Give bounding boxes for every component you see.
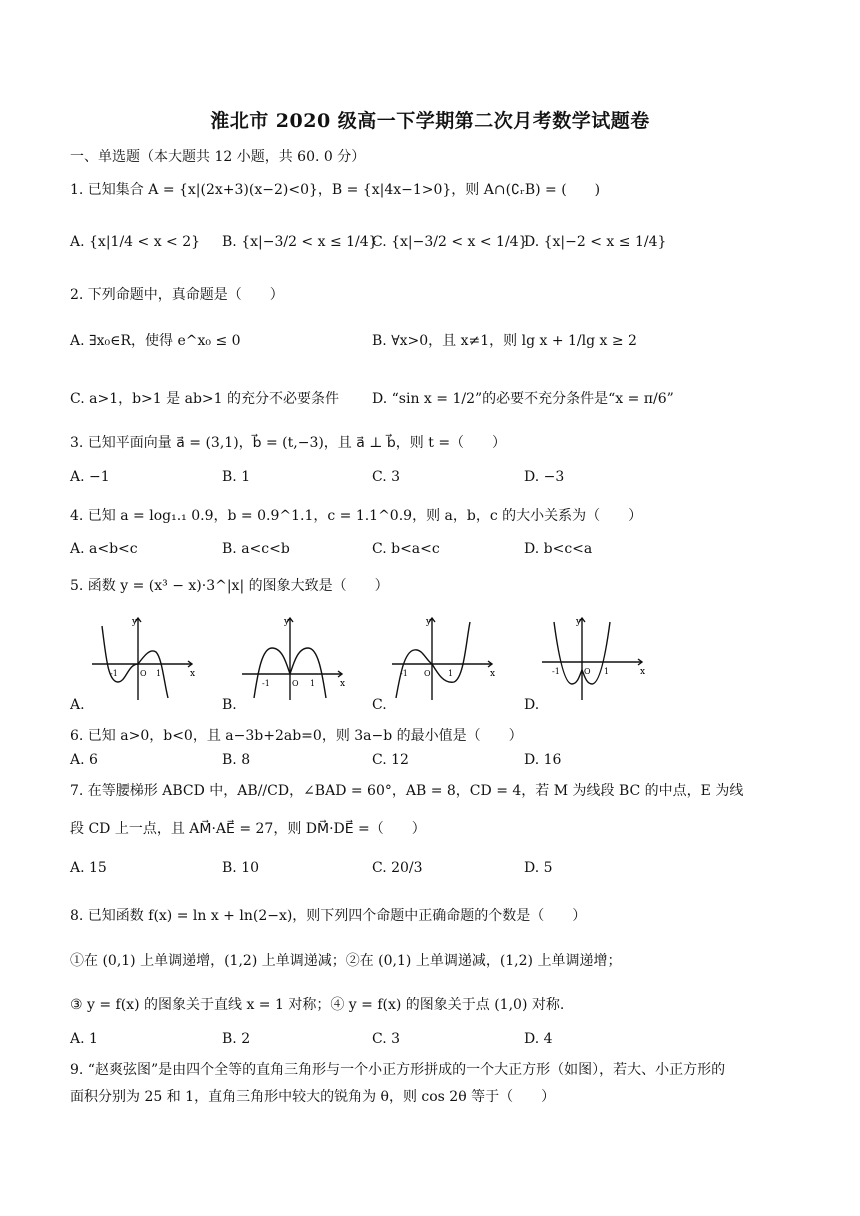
svg-text:-1: -1	[400, 669, 408, 678]
question-3-stem: 3. 已知平面向量 a⃗ = (3,1)，b⃗ = (t,−3)，且 a⃗ ⊥ b⃗，则 t =（ ）	[70, 435, 507, 451]
svg-text:O: O	[584, 667, 591, 676]
question-5-graph-d	[538, 612, 650, 704]
question-2-option-d: D. “sin x = 1/2”的必要不充分条件是“x = π/6”	[372, 391, 674, 407]
question-2-option-c: C. a>1，b>1 是 ab>1 的充分不必要条件	[70, 391, 339, 407]
svg-text:1: 1	[310, 679, 316, 688]
question-9-stem-line-2: 面积分别为 25 和 1，直角三角形中较大的锐角为 θ，则 cos 2θ 等于（ ）	[70, 1089, 556, 1105]
question-6-option-a: A. 6	[70, 752, 98, 768]
question-2-option-b: B. ∀x>0，且 x≠1，则 lg x + 1/lg x ≥ 2	[372, 333, 637, 349]
question-4-option-c: C. b<a<c	[372, 541, 440, 557]
svg-text:1: 1	[448, 669, 454, 678]
question-6-stem: 6. 已知 a>0，b<0，且 a−3b+2ab=0，则 3a−b 的最小值是（ ）	[70, 728, 523, 744]
question-7-option-c: C. 20/3	[372, 860, 423, 876]
svg-text:x: x	[640, 667, 646, 677]
question-3-option-b: B. 1	[222, 469, 251, 485]
question-8-statements-line-2: ③ y = f(x) 的图象关于直线 x = 1 对称；④ y = f(x) 的图象关于点 (1,0) 对称.	[70, 997, 565, 1013]
question-4-option-b: B. a<c<b	[222, 541, 290, 557]
question-5-option-c: C.	[372, 697, 387, 713]
question-6-option-d: D. 16	[524, 752, 562, 768]
svg-text:x: x	[340, 679, 346, 689]
question-2-option-a: A. ∃x₀∈R，使得 e^x₀ ≤ 0	[70, 333, 241, 349]
question-5-graph-b	[238, 612, 350, 704]
svg-text:y: y	[132, 617, 138, 627]
question-5-option-d: D.	[524, 697, 540, 713]
question-5-graph-c	[388, 612, 500, 704]
question-4-option-d: D. b<c<a	[524, 541, 593, 557]
question-2-stem: 2. 下列命题中，真命题是（ ）	[70, 287, 284, 303]
svg-text:O: O	[140, 669, 147, 678]
svg-text:y: y	[426, 617, 432, 627]
question-5-option-a: A.	[70, 697, 85, 713]
question-5-stem: 5. 函数 y = (x³ − x)·3^|x| 的图象大致是（ ）	[70, 578, 389, 594]
question-7-stem-line-2: 段 CD 上一点，且 AM⃗·AE⃗ = 27，则 DM⃗·DE⃗ =（ ）	[70, 821, 426, 837]
question-8-option-b: B. 2	[222, 1031, 251, 1047]
question-7-option-d: D. 5	[524, 860, 553, 876]
svg-text:1: 1	[604, 667, 610, 676]
svg-text:x: x	[190, 669, 196, 679]
question-8-stem: 8. 已知函数 f(x) = ln x + ln(2−x)，则下列四个命题中正确命题的个数是（ ）	[70, 908, 587, 924]
svg-text:1: 1	[156, 669, 162, 678]
question-8-option-d: D. 4	[524, 1031, 553, 1047]
svg-text:y: y	[284, 617, 290, 627]
question-5-graph-a	[88, 612, 200, 704]
svg-text:O: O	[424, 669, 431, 678]
svg-text:y: y	[576, 617, 582, 627]
question-7-stem-line-1: 7. 在等腰梯形 ABCD 中，AB//CD，∠BAD = 60°，AB = 8，CD = 4，若 M 为线段 BC 的中点，E 为线	[70, 783, 744, 799]
question-6-option-c: C. 12	[372, 752, 409, 768]
svg-text:x: x	[490, 669, 496, 679]
svg-text:-1: -1	[552, 667, 560, 676]
question-6-option-b: B. 8	[222, 752, 251, 768]
question-8-option-c: C. 3	[372, 1031, 401, 1047]
question-1-option-d: D. {x|−2 < x ≤ 1/4}	[524, 234, 667, 250]
question-8-option-a: A. 1	[70, 1031, 98, 1047]
svg-text:-1: -1	[110, 669, 118, 678]
question-7-option-b: B. 10	[222, 860, 260, 876]
question-9-stem-line-1: 9. “赵爽弦图”是由四个全等的直角三角形与一个小正方形拼成的一个大正方形（如图），若大、小正方形的	[70, 1062, 726, 1078]
question-1-option-b: B. {x|−3/2 < x ≤ 1/4}	[222, 234, 378, 250]
section-heading: 一、单选题（本大题共 12 小题，共 60. 0 分）	[70, 149, 366, 165]
svg-text:O: O	[292, 679, 299, 688]
question-1-option-a: A. {x|1/4 < x < 2}	[70, 234, 201, 250]
question-3-option-a: A. −1	[70, 469, 110, 485]
question-7-option-a: A. 15	[70, 860, 107, 876]
question-4-option-a: A. a<b<c	[70, 541, 138, 557]
page-title: 淮北市 2020 级高一下学期第二次月考数学试题卷	[210, 110, 650, 132]
question-1-option-c: C. {x|−3/2 < x < 1/4}	[372, 234, 528, 250]
svg-text:-1: -1	[262, 679, 270, 688]
question-1-stem: 1. 已知集合 A = {x|(2x+3)(x−2)<0}，B = {x|4x−1>0}，则 A∩(∁ᵣB) = ( )	[70, 182, 601, 198]
question-3-option-d: D. −3	[524, 469, 565, 485]
question-8-statements-line-1: ①在 (0,1) 上单调递增，(1,2) 上单调递减；②在 (0,1) 上单调递减，(1,2) 上单调递增；	[70, 953, 622, 969]
question-3-option-c: C. 3	[372, 469, 401, 485]
question-5-option-b: B.	[222, 697, 237, 713]
question-4-stem: 4. 已知 a = log₁.₁ 0.9，b = 0.9^1.1，c = 1.1^0.9，则 a，b，c 的大小关系为（ ）	[70, 508, 643, 524]
